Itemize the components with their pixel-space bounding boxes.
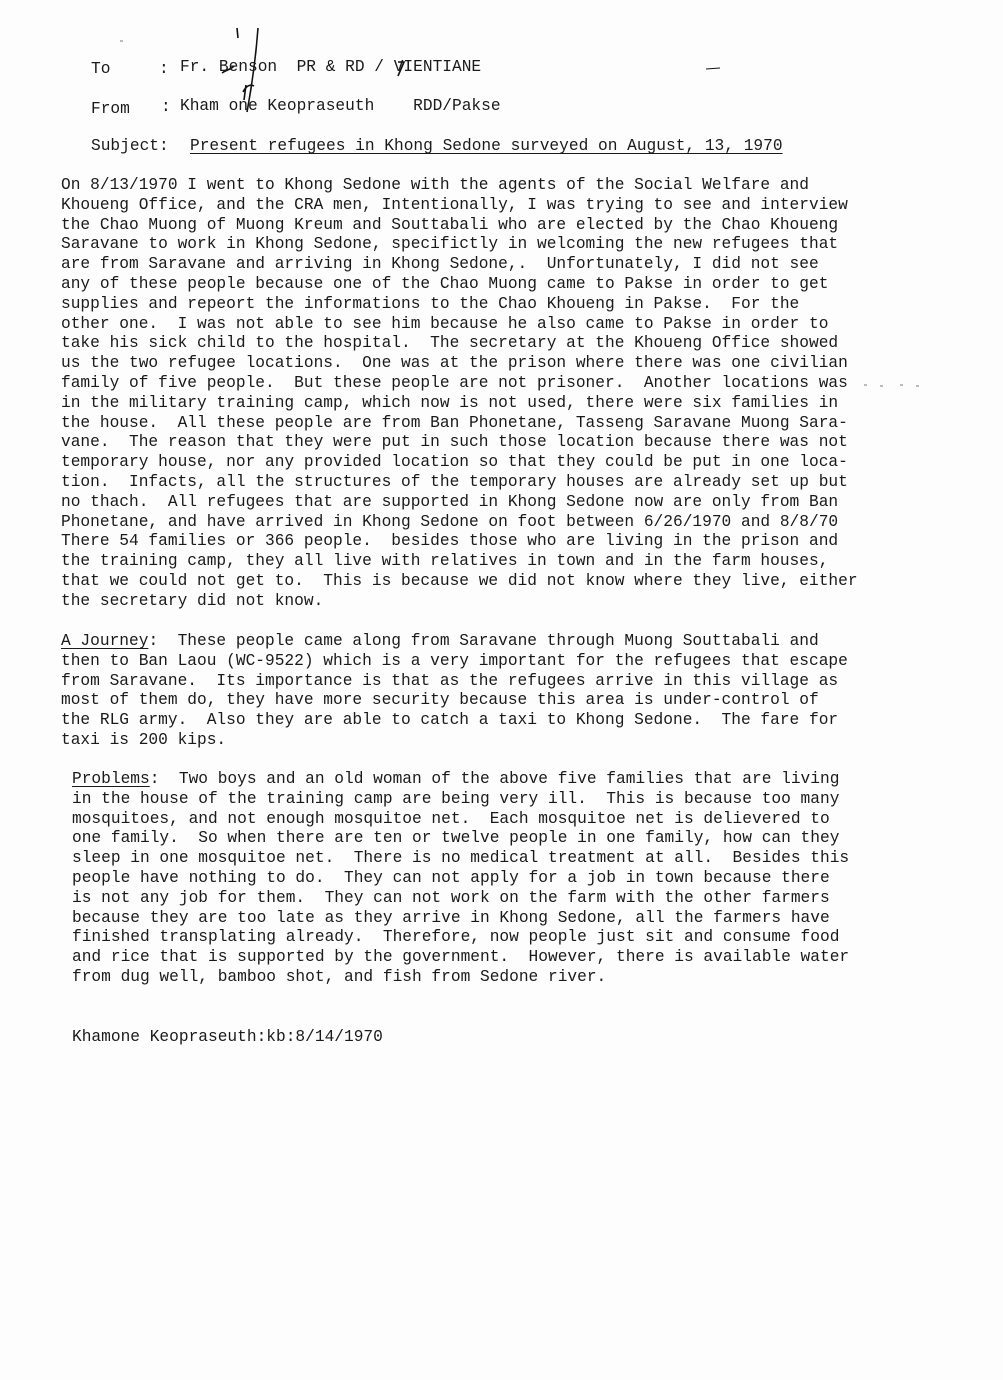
body-line: vane. The reason that they were put in such those location because there was not [61, 433, 848, 452]
problems-heading: Problems [72, 770, 150, 788]
body-line: are from Saravane and arriving in Khong Sedone,. Unfortunately, I did not see [61, 255, 819, 274]
reference-line: Khamone Keopraseuth:kb:8/14/1970 [72, 1028, 383, 1046]
from-label: From [91, 100, 130, 118]
body-line: the house. All these people are from Ban Phonetane, Tasseng Saravane Muong Sara- [61, 413, 848, 432]
from-colon: : [161, 98, 171, 116]
body-line: then to Ban Laou (WC-9522) which is a very important for the refugees that escape [61, 651, 848, 670]
body-line: because they are too late as they arrive in Khong Sedone, all the farmers have [72, 908, 830, 927]
body-line: from dug well, bamboo shot, and fish from Sedone river. [72, 967, 607, 986]
body-line: other one. I was not able to see him because he also came to Pakse in order to [61, 314, 829, 333]
body-line: sleep in one mosquitoe net. There is no medical treatment at all. Besides this [72, 849, 850, 868]
scan-speck [916, 385, 919, 387]
intro-paragraph [61, 176, 858, 612]
body-line: Khoueng Office, and the CRA men, Intentionally, I was trying to see and interview [61, 195, 848, 214]
from-value: Kham one Keopraseuth RDD/Pakse [180, 97, 501, 115]
journey-paragraph [61, 632, 848, 751]
body-line: On 8/13/1970 I went to Khong Sedone with the agents of the Social Welfare and [61, 176, 809, 194]
journey-heading: A Journey [61, 632, 149, 650]
body-line: that we could not get to. This is because we did not know where they live, either [61, 571, 858, 590]
body-line: from Saravane. Its importance is that as the refugees arrive in this village as [61, 671, 839, 690]
body-line: There 54 families or 366 people. besides those who are living in the prison and [61, 532, 839, 551]
handwritten-pen-marks [0, 0, 1003, 140]
to-colon: : [159, 60, 169, 78]
body-line: no thach. All refugees that are supported in Khong Sedone now are only from Ban [61, 492, 839, 511]
scan-speck [900, 384, 903, 386]
body-line: finished transplating already. Therefore, now people just sit and consume food [72, 928, 840, 947]
body-line: the RLG army. Also they are able to catch a taxi to Khong Sedone. The fare for [61, 711, 839, 730]
body-line: take his sick child to the hospital. The secretary at the Khoueng Office showed [61, 334, 839, 353]
body-line: the Chao Muong of Muong Kreum and Souttabali who are elected by the Chao Khoueng [61, 215, 839, 234]
body-line: supplies and repeort the informations to the Chao Khoueng in Pakse. For the [61, 294, 800, 313]
body-line: us the two refugee locations. One was at the prison where there was one civilian [61, 354, 848, 373]
body-line: the secretary did not know. [61, 591, 324, 610]
problems-paragraph [72, 770, 849, 988]
body-line: in the house of the training camp are being very ill. This is because too many [72, 789, 840, 808]
body-line: Saravane to work in Khong Sedone, specifictly in welcoming the new refugees that [61, 235, 839, 254]
journey-first-line [61, 632, 848, 652]
body-line: family of five people. But these people are not prisoner. Another locations was [61, 373, 848, 392]
body-line: is not any job for them. They can not work on the farm with the other farmers [72, 888, 830, 907]
journey-first-rest: : These people came along from Saravane through Muong Souttabali and [148, 632, 819, 650]
body-line: tion. Infacts, all the structures of the temporary houses are already set up but [61, 472, 848, 491]
body-line: any of these people because one of the Chao Muong came to Pakse in order to get [61, 274, 829, 293]
body-line: people have nothing to do. They can not apply for a job in town because there [72, 868, 830, 887]
problems-first-line [72, 770, 849, 790]
subject-label: Subject: [91, 137, 169, 155]
body-line: Phonetane, and have arrived in Khong Sedone on foot between 6/26/1970 and 8/8/70 [61, 512, 839, 531]
body-line: most of them do, they have more security because this area is under-control of [61, 691, 819, 710]
body-line: mosquitoes, and not enough mosquitoe net. Each mosquitoe net is delievered to [72, 809, 830, 828]
scan-speck [880, 385, 883, 387]
to-value: Fr. Benson PR & RD / VIENTIANE [180, 58, 482, 76]
body-line: taxi is 200 kips. [61, 730, 227, 749]
problems-first-rest: : Two boys and an old woman of the above five families that are living [149, 770, 840, 788]
scan-speck [120, 40, 123, 42]
body-line: in the military training camp, which now is not used, there were six families in [61, 393, 839, 412]
body-line: the training camp, they all live with relatives in town and in the farm houses, [61, 552, 829, 571]
subject-value: Present refugees in Khong Sedone surveyed on August, 13, 1970 [190, 137, 783, 155]
body-line: one family. So when there are ten or twelve people in one family, how can they [72, 829, 840, 848]
body-line: and rice that is supported by the government. However, there is available water [72, 948, 850, 967]
to-label: To [91, 60, 111, 78]
body-line: temporary house, nor any provided location so that they could be put in one loca- [61, 453, 848, 472]
scan-speck [864, 384, 867, 386]
